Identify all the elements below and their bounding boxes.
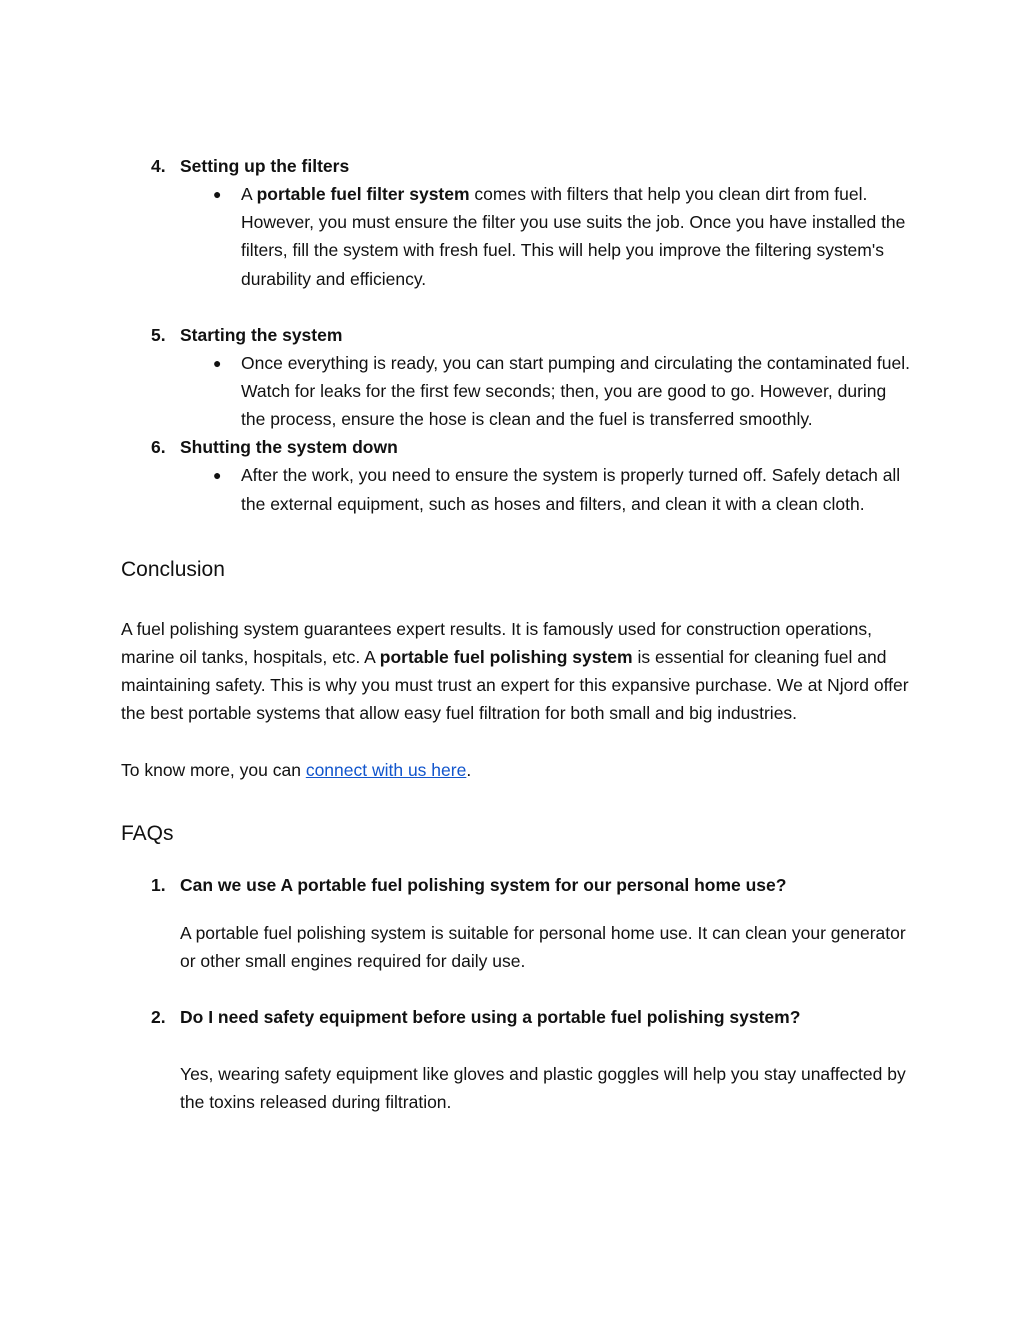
step-4-text-pre: A	[241, 184, 257, 204]
step-title-text: Starting the system	[180, 324, 343, 345]
contact-paragraph	[121, 756, 911, 784]
step-4-text-bold: portable fuel filter system	[256, 184, 470, 204]
conclusion-text-pre: A fuel polishing system guarantees expert results. It is famously used for construction operations, marine oil tanks, hospitals, etc. A	[121, 618, 872, 668]
contact-text-pre: To know more, you can	[121, 759, 306, 780]
bullet-icon: ●	[213, 186, 222, 202]
conclusion-heading: Conclusion	[121, 557, 225, 581]
step-5-text: Once everything is ready, you can start pumping and circulating the contaminated fuel. Watch for leaks for the first few seconds; then, you are good to go. However, during the process, ensure the hose is clean and the fuel is transferred smoothly.	[241, 352, 910, 430]
step-4-text-post: comes with filters that help you clean dirt from fuel. However, you must ensure the filter you use suits the job. Once you have installed the filters, fill the system with fresh fuel. This will help you improve the filtering system's durability and efficiency.	[241, 184, 906, 289]
conclusion-text-bold: portable fuel polishing system	[379, 647, 633, 668]
step-6-bullet-item	[121, 461, 911, 517]
faq-question-1	[121, 871, 911, 899]
step-title-text: Setting up the filters	[180, 156, 350, 176]
faqs-heading: FAQs	[121, 821, 174, 845]
step-title-text: Shutting the system down	[180, 437, 398, 458]
conclusion-paragraph	[121, 615, 911, 728]
bullet-icon: ●	[213, 467, 222, 484]
bullet-icon: ●	[213, 354, 222, 371]
step-6-text: After the work, you need to ensure the system is properly turned off. Safely detach all the external equipment, such as hoses and filters, and clean it with a clean cloth.	[241, 465, 901, 514]
faq-question-text: Do I need safety equipment before using a portable fuel polishing system?	[180, 1007, 801, 1028]
document-page	[121, 152, 911, 1116]
step-number: 5.	[151, 324, 166, 345]
connect-link[interactable]: connect with us here	[305, 759, 467, 780]
step-6-title	[121, 433, 911, 461]
faq-question-text: Can we use A portable fuel polishing system for our personal home use?	[180, 874, 787, 895]
step-5-title	[121, 321, 911, 349]
conclusion-text-post: is essential for cleaning fuel and maintaining safety. This is why you must trust an expert for this expansive purchase. We at Njord offer the best portable systems that allow easy fuel filtration for both small and big industries.	[121, 647, 909, 724]
step-4-bullet-item	[121, 180, 911, 293]
faq-answer-2: Yes, wearing safety equipment like gloves and plastic goggles will help you stay unaffected by the toxins released during filtration.	[180, 1063, 906, 1112]
contact-text-post: .	[466, 759, 472, 780]
step-number: 6.	[151, 437, 166, 458]
step-number: 4.	[151, 156, 166, 176]
faq-number: 2.	[151, 1007, 166, 1028]
step-4-title	[121, 152, 911, 180]
faq-question-2	[121, 1003, 911, 1031]
step-5-bullet-item	[121, 349, 911, 434]
faq-number: 1.	[151, 874, 166, 895]
faq-answer-1: A portable fuel polishing system is suitable for personal home use. It can clean your generator or other small engines required for daily use.	[180, 923, 906, 972]
